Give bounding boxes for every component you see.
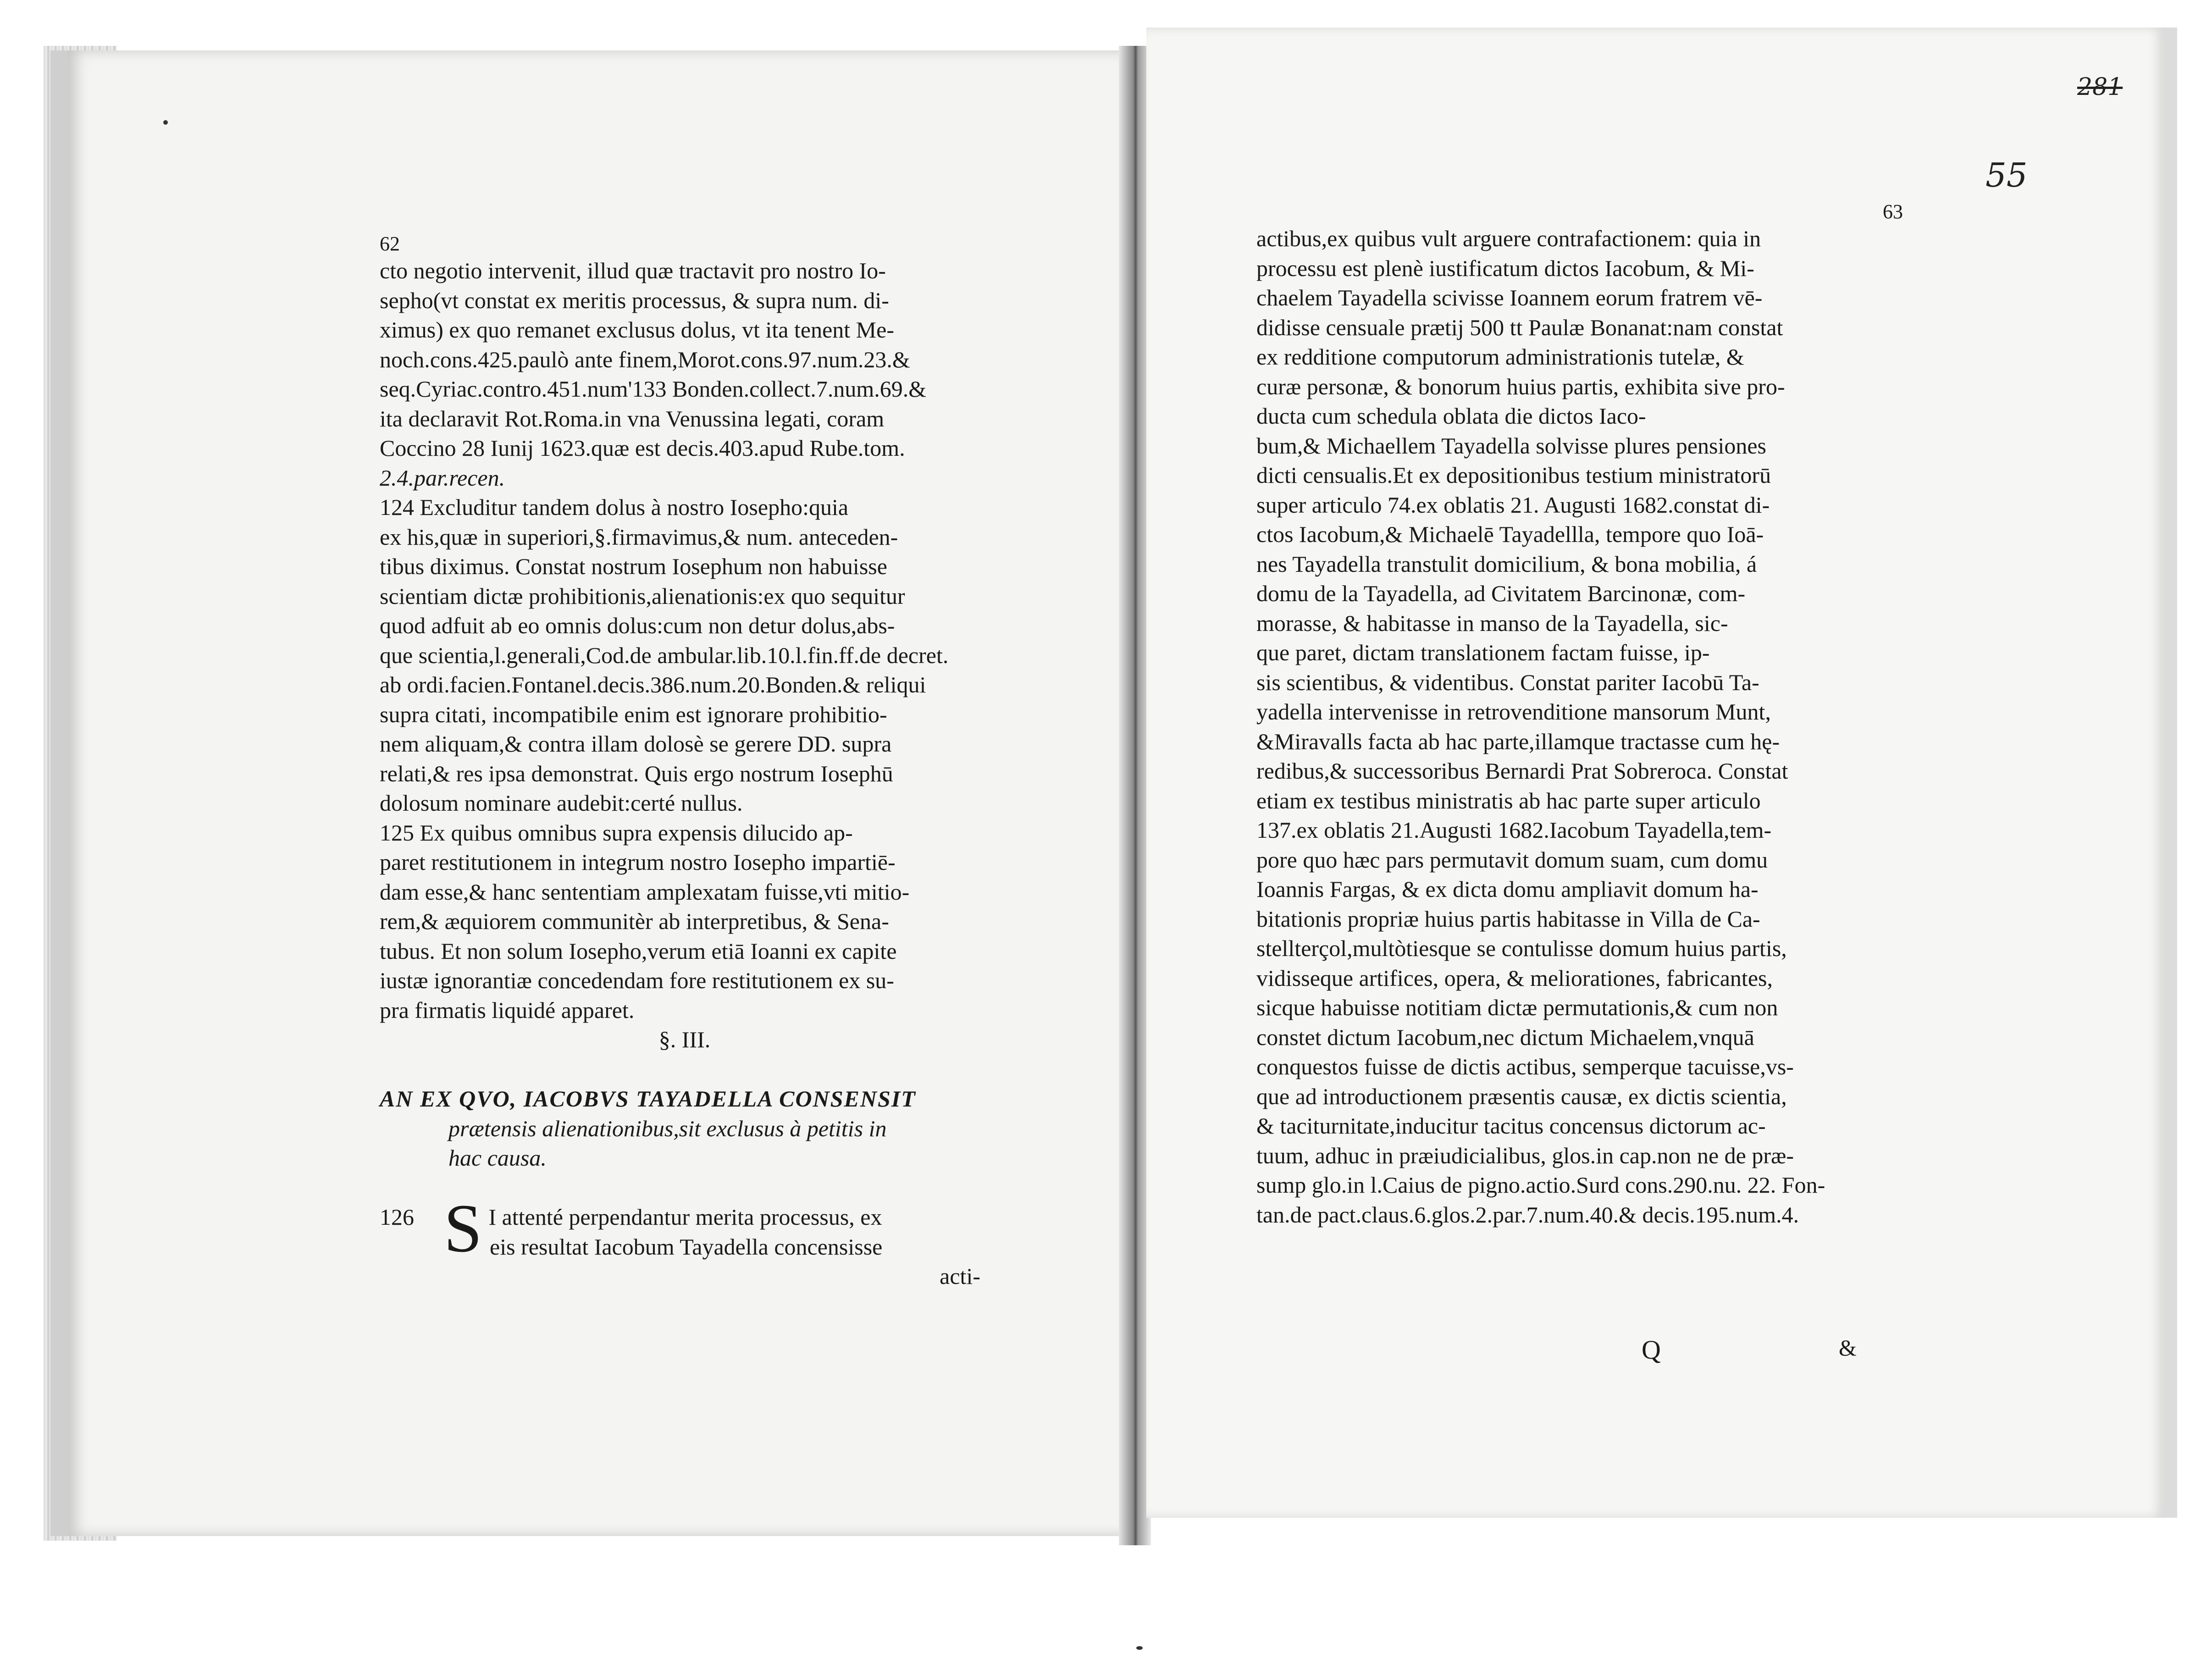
- text-line: sump glo.in l.Caius de pigno.actio.Surd cons.290.nu. 22. Fon-: [1256, 1172, 1825, 1198]
- text-line: etiam ex testibus ministratis ab hac parte super articulo: [1256, 787, 1761, 813]
- text-line: 125 Ex quibus omnibus supra expensis dilucido ap-: [380, 819, 853, 846]
- text-line: rem,& æquiorem communitèr ab interpretibus, & Sena-: [380, 908, 889, 934]
- text-line: tuum, adhuc in præiudicialibus, glos.in cap.non ne de præ-: [1256, 1142, 1794, 1168]
- text-line: iustæ ignorantiæ concedendam fore restitutionem ex su-: [380, 968, 894, 993]
- text-line: stellterçol,multòtiesque se contulisse domum huius partis,: [1256, 935, 1787, 961]
- text-line: ex his,quæ in superiori,§.firmavimus,& num. anteceden-: [380, 524, 898, 550]
- text-line: tubus. Et non solum Iosepho,verum etiā Ioanni ex capite: [380, 938, 897, 964]
- text-line: didisse censuale prætij 500 tt Paulæ Bonanat:nam constat: [1256, 314, 1783, 340]
- text-line: domu de la Tayadella, ad Civitatem Barcinonæ, com-: [1256, 581, 1746, 606]
- drop-cap: S: [444, 1190, 482, 1266]
- text-line: eis resultat Iacobum Tayadella concensisse: [490, 1233, 883, 1260]
- text-line: super articulo 74.ex oblatis 21. Augusti 1682.constat di-: [1256, 492, 1770, 518]
- text-line: constet dictum Iacobum,nec dictum Michaelem,vnquā: [1256, 1024, 1754, 1050]
- text-line: ducta cum schedula oblata die dictos Iaco-: [1256, 403, 1646, 429]
- text-line: sicque habuisse notitiam dictæ permutationis,& cum non: [1256, 995, 1778, 1020]
- text-line: conquestos fuisse de dictis actibus, semperque tacuisse,vs-: [1256, 1054, 1794, 1079]
- text-line: que paret, dictam translationem factam fuisse, ip-: [1256, 640, 1710, 665]
- text-line: ximus) ex quo remanet exclusus dolus, vt ita tenent Me-: [380, 317, 894, 343]
- catchword: &: [1839, 1335, 1857, 1360]
- handwritten-folio-number: 281: [2077, 73, 2123, 101]
- text-line: supra citati, incompatibile enim est ignorare prohibitio-: [380, 701, 887, 727]
- text-line: &Miravalls facta ab hac parte,illamque tractasse cum hę-: [1256, 728, 1780, 754]
- text-line: sepho(vt constat ex meritis processus, & supra num. di-: [380, 287, 889, 313]
- text-line: processu est plenè iustificatum dictos Iacobum, & Mi-: [1256, 255, 1754, 281]
- handwritten-page-mark: 55: [1985, 156, 2028, 194]
- text-line: bitationis propriæ huius partis habitasse in Villa de Ca-: [1256, 906, 1760, 932]
- text-line: tan.de pact.claus.6.glos.2.par.7.num.40.& decis.195.num.4.: [1256, 1201, 1799, 1228]
- text-line: seq.Cyriac.contro.451.num'133 Bonden.collect.7.num.69.&: [380, 376, 927, 402]
- text-line: ita declaravit Rot.Roma.in vna Venussina legati, coram: [380, 405, 885, 431]
- page-number: 63: [1883, 200, 1903, 223]
- text-line: I attenté perpendantur merita processus, ex: [488, 1204, 882, 1230]
- text-line: nes Tayadella transtulit domicilium, & bona mobilia, á: [1256, 551, 1757, 577]
- section-heading-sub: hac causa.: [448, 1145, 547, 1171]
- text-line: sis scientibus, & videntibus. Constat pariter Iacobū Ta-: [1256, 669, 1759, 695]
- text-line: pra firmatis liquidé apparet.: [380, 997, 635, 1023]
- catchword: acti-: [940, 1263, 980, 1289]
- speck: [1136, 1646, 1143, 1650]
- text-line: cto negotio intervenit, illud quæ tractavit pro nostro Io-: [380, 258, 886, 283]
- text-line: paret restitutionem in integrum nostro Iosepho impartiē-: [380, 849, 896, 875]
- text-line: 137.ex oblatis 21.Augusti 1682.Iacobum Tayadella,tem-: [1256, 817, 1772, 843]
- left-page-text: [380, 229, 990, 1291]
- text-line: pore quo hæc pars permutavit domum suam, cum domu: [1256, 846, 1768, 873]
- text-line: 2.4.par.recen.: [380, 465, 505, 491]
- text-line: curæ personæ, & bonorum huius partis, exhibita sive pro-: [1256, 373, 1785, 399]
- text-line: morasse, & habitasse in manso de la Tayadella, sic-: [1256, 610, 1728, 636]
- text-line: ex redditione computorum administrationis tutelæ, &: [1256, 344, 1744, 370]
- text-line: scientiam dictæ prohibitionis,alienationis:ex quo sequitur: [380, 583, 905, 609]
- text-line: Ioannis Fargas, & ex dicta domu ampliavit domum ha-: [1256, 876, 1759, 902]
- text-line: relati,& res ipsa demonstrat. Quis ergo nostrum Iosephū: [380, 760, 893, 786]
- signature-mark: Q: [1642, 1335, 1661, 1365]
- text-line: ab ordi.facien.Fontanel.decis.386.num.20.Bonden.& reliqui: [380, 672, 926, 697]
- text-line: dolosum nominare audebit:certé nullus.: [380, 790, 743, 816]
- text-line: Coccino 28 Iunij 1623.quæ est decis.403.apud Rube.tom.: [380, 435, 905, 461]
- speck: [163, 120, 168, 125]
- text-line: actibus,ex quibus vult arguere contrafactionem: quia in: [1256, 226, 1761, 251]
- text-line: tibus diximus. Constat nostrum Iosephum non habuisse: [380, 553, 887, 579]
- right-page-text: [1256, 197, 1912, 1229]
- text-line: 124 Excluditur tandem dolus à nostro Iosepho:quia: [380, 494, 849, 520]
- text-line: vidisseque artifices, opera, & meliorationes, fabricantes,: [1256, 965, 1773, 991]
- text-line: yadella intervenisse in retrovenditione mansorum Munt,: [1256, 699, 1771, 724]
- section-heading-sub: prætensis alienationibus,sit exclusus à petitis in: [448, 1115, 887, 1141]
- page-number: 62: [380, 232, 400, 255]
- text-line: ctos Iacobum,& Michaelē Tayadellla, tempore quo Ioā-: [1256, 521, 1764, 547]
- text-line: chaelem Tayadella scivisse Ioannem eorum fratrem vē-: [1256, 285, 1763, 310]
- text-line: nem aliquam,& contra illam dolosè se gerere DD. supra: [380, 731, 892, 757]
- text-line: & taciturnitate,inducitur tacitus concensus dictorum ac-: [1256, 1113, 1766, 1139]
- text-line: bum,& Michaellem Tayadella solvisse plures pensiones: [1256, 432, 1767, 459]
- paragraph-number: 126: [380, 1204, 414, 1230]
- text-line: dicti censualis.Et ex depositionibus testium ministratorū: [1256, 462, 1771, 488]
- text-line: redibus,& successoribus Bernardi Prat Sobreroca. Constat: [1256, 758, 1788, 784]
- text-line: que scientia,l.generali,Cod.de ambular.lib.10.l.fin.ff.de decret.: [380, 642, 949, 668]
- section-heading: AN EX QVO, IACOBVS TAYADELLA CONSENSIT: [380, 1086, 916, 1111]
- text-line: dam esse,& hanc sententiam amplexatam fuisse,vti mitio-: [380, 879, 910, 905]
- text-line: quod adfuit ab eo omnis dolus:cum non detur dolus,abs-: [380, 613, 895, 638]
- section-mark: §. III.: [658, 1027, 711, 1052]
- text-line: que ad introductionem præsentis causæ, ex dictis scientia,: [1256, 1083, 1787, 1109]
- text-line: noch.cons.425.paulò ante finem,Morot.cons.97.num.23.&: [380, 346, 910, 372]
